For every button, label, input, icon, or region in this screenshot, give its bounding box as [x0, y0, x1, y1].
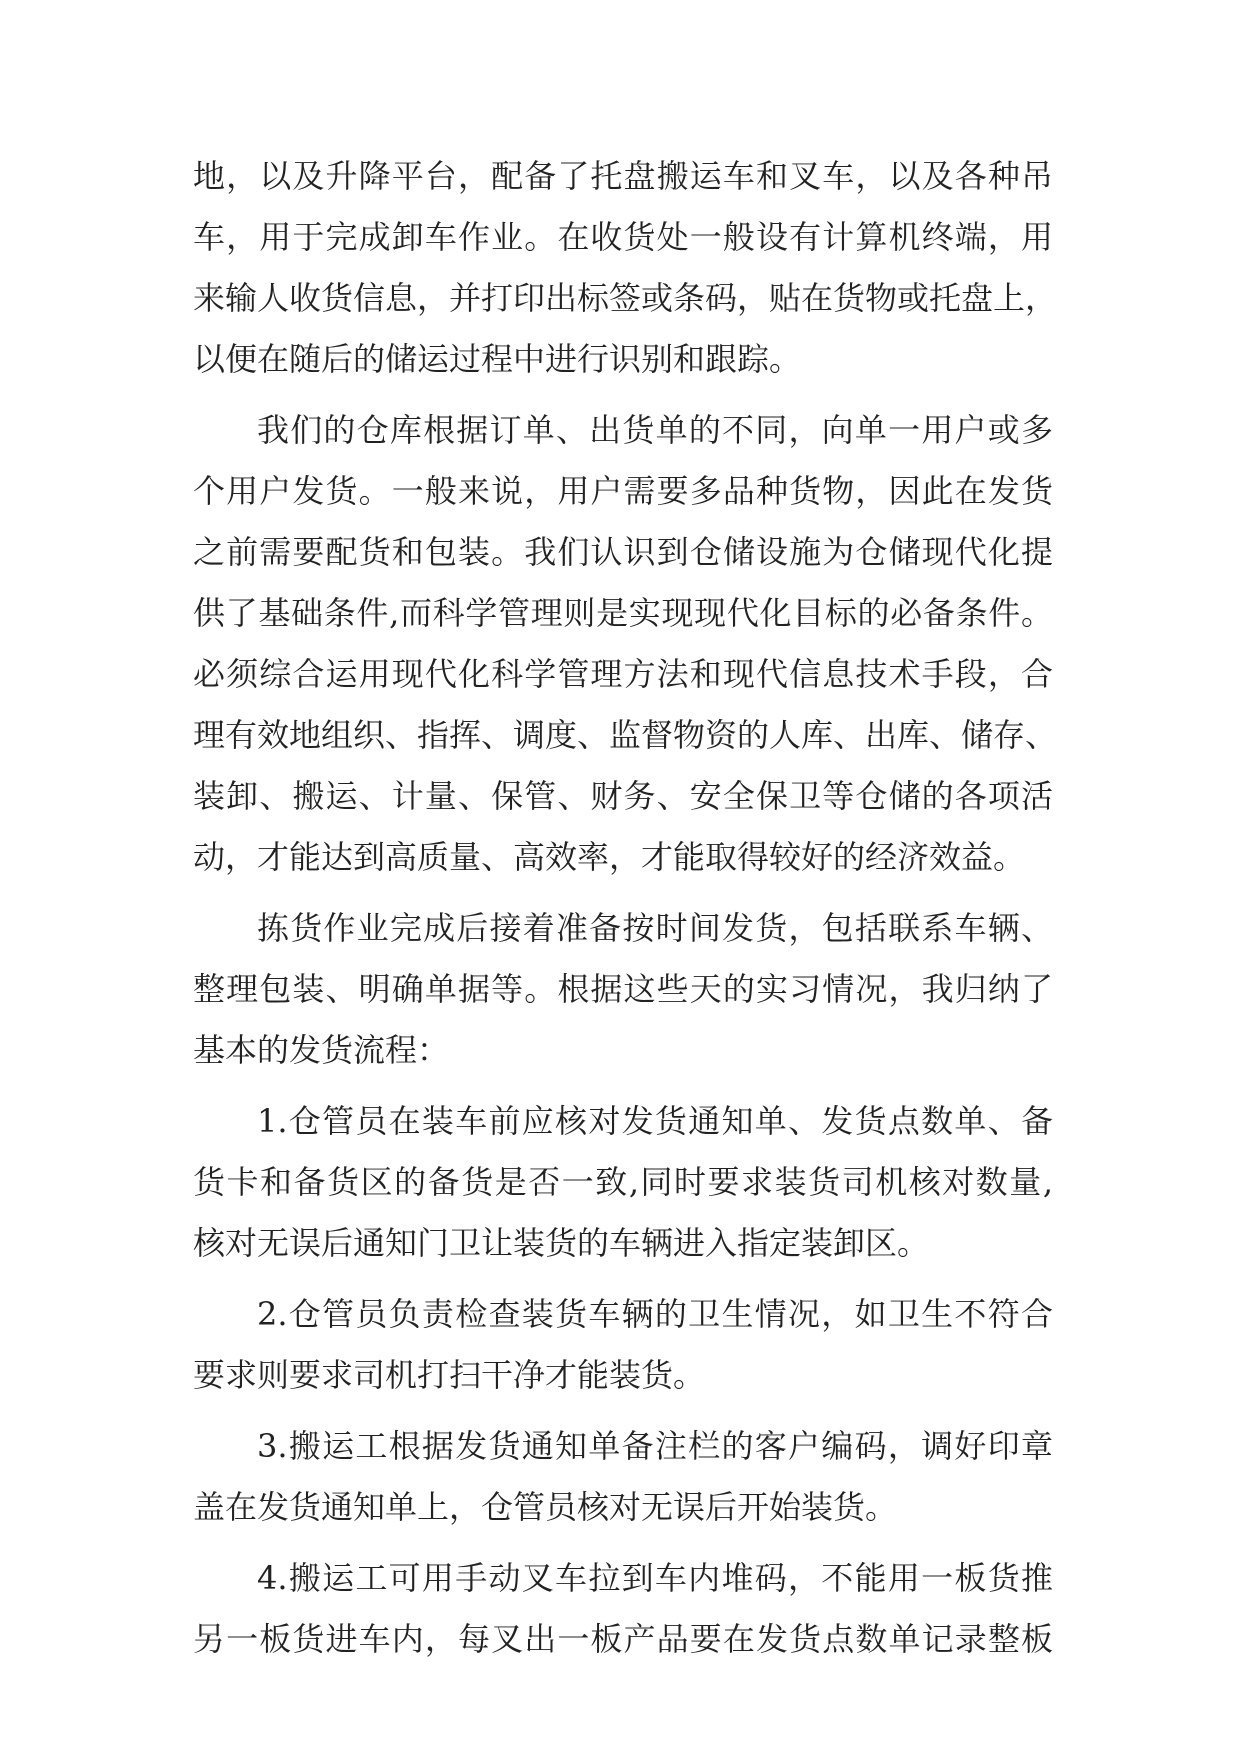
text-line: 之前需要配货和包装。我们认识到仓储设施为仓储现代化提 [193, 533, 1053, 571]
paragraph-first-line: 1.仓管员在装车前应核对发货通知单、发货点数单、备 [257, 1102, 1053, 1140]
text-line: 基本的发货流程： [193, 1031, 450, 1069]
paragraph-first-line: 3.搬运工根据发货通知单备注栏的客户编码，调好印章 [257, 1427, 1053, 1465]
paragraph-first-line: 2.仓管员负责检查装货车辆的卫生情况，如卫生不符合 [257, 1295, 1053, 1333]
paragraph-first-line: 4.搬运工可用手动叉车拉到车内堆码，不能用一板货推 [257, 1559, 1053, 1597]
text-line: 个用户发货。一般来说，用户需要多品种货物，因此在发货 [193, 472, 1053, 510]
text-line: 来输人收货信息，并打印出标签或条码，贴在货物或托盘上， [193, 279, 1058, 317]
text-line: 车，用于完成卸车作业。在收货处一般设有计算机终端，用 [193, 218, 1053, 256]
text-line: 理有效地组织、指挥、调度、监督物资的人库、出库、储存、 [193, 716, 1058, 754]
text-line: 整理包装、明确单据等。根据这些天的实习情况，我归纳了 [193, 970, 1053, 1008]
text-line: 要求则要求司机打扫干净才能装货。 [193, 1356, 706, 1394]
text-line: 以便在随后的储运过程中进行识别和跟踪。 [193, 340, 802, 378]
paragraph-first-line: 拣货作业完成后接着准备按时间发货，包括联系车辆、 [257, 909, 1053, 947]
text-line: 供了基础条件,而科学管理则是实现现代化目标的必备条件。 [193, 594, 1053, 632]
text-line: 装卸、搬运、计量、保管、财务、安全保卫等仓储的各项活 [193, 777, 1053, 815]
paragraph-first-line: 我们的仓库根据订单、出货单的不同，向单一用户或多 [257, 411, 1053, 449]
text-line: 核对无误后通知门卫让装货的车辆进入指定装卸区。 [193, 1224, 930, 1262]
text-line: 货卡和备货区的备货是否一致,同时要求装货司机核对数量, [193, 1163, 1053, 1201]
text-line: 盖在发货通知单上，仓管员核对无误后开始装货。 [193, 1488, 898, 1526]
text-line: 另一板货进车内，每叉出一板产品要在发货点数单记录整板 [193, 1620, 1053, 1658]
text-line: 地，以及升降平台，配备了托盘搬运车和叉车，以及各种吊 [193, 157, 1053, 195]
text-line: 动，才能达到高质量、高效率，才能取得较好的经济效益。 [193, 838, 1026, 876]
text-line: 必须综合运用现代化科学管理方法和现代信息技术手段，合 [193, 655, 1053, 693]
